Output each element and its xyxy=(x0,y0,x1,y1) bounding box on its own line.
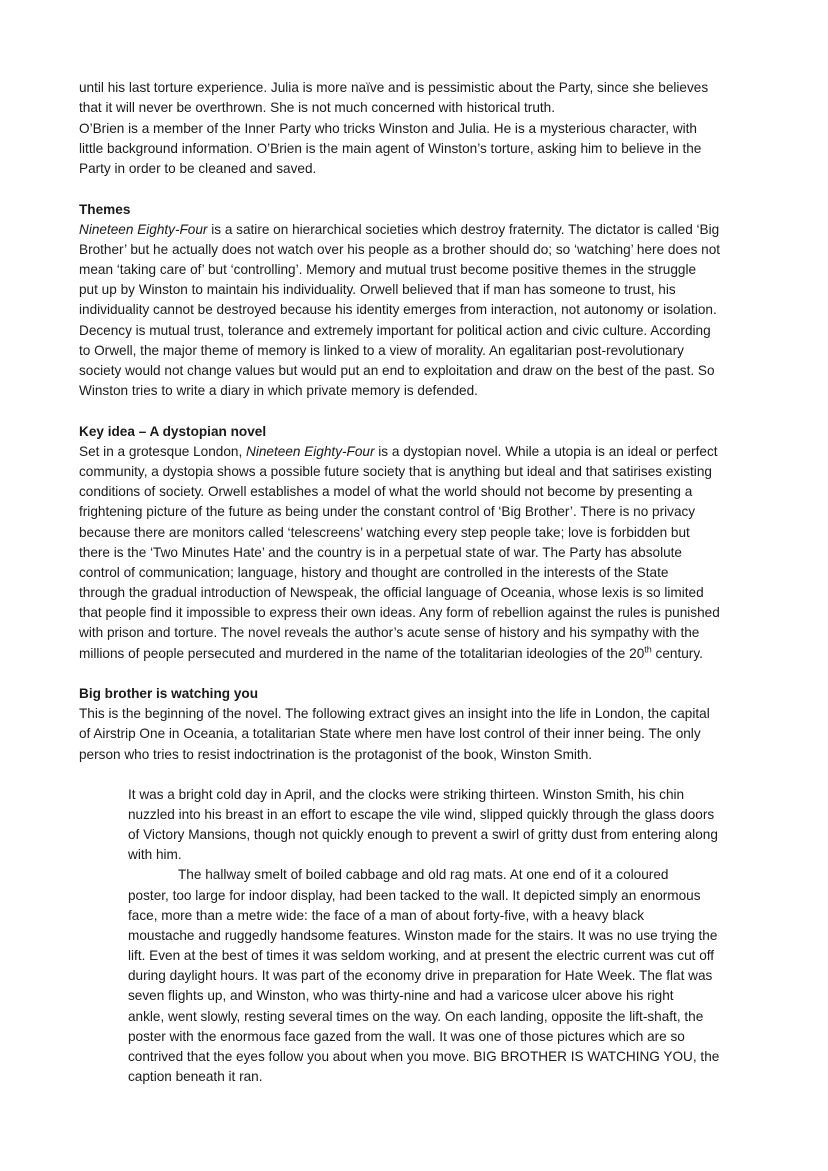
text-line xyxy=(79,644,703,664)
extract-line: face, more than a metre wide: the face of a man of about forty-five, with a heavy black xyxy=(128,908,645,923)
section-heading: Themes xyxy=(79,202,131,217)
extract-line: of Victory Mansions, though not quickly enough to prevent a swirl of gritty dust from entering along xyxy=(128,827,718,842)
text-line: that people find it impossible to express their own ideas. Any form of rebellion against the rules is punished xyxy=(79,605,720,620)
text-line: Winston tries to write a diary in which private memory is defended. xyxy=(79,383,478,398)
extract-line: moustache and ruggedly handsome features. Winston made for the stairs. It was no use trying the xyxy=(128,928,718,943)
text-line: mean ‘taking care of’ but ‘controlling’. Memory and mutual trust become positive themes in the struggle xyxy=(79,262,697,277)
text-line: put up by Winston to maintain his individuality. Orwell believed that if man has someone to trust, his xyxy=(79,282,676,297)
extract-line: poster with the enormous face gazed from the wall. It was one of those pictures which are so xyxy=(128,1029,685,1044)
text-line: little background information. O’Brien is the main agent of Winston’s torture, asking him to believe in the xyxy=(79,141,702,156)
text-line: there is the ‘Two Minutes Hate’ and the country is in a perpetual state of war. The Party has absolute xyxy=(79,545,682,560)
extract-line: with him. xyxy=(128,847,182,862)
book-title: Nineteen Eighty-Four xyxy=(79,222,208,237)
text-line: This is the beginning of the novel. The following extract gives an insight into the life in London, the capital xyxy=(79,706,710,721)
text-line: Brother’ but he actually does not watch over his people as a brother should do; so ‘watching’ here does not xyxy=(79,242,721,257)
text-line: that it will never be overthrown. She is not much concerned with historical truth. xyxy=(79,100,556,115)
text-line: frightening picture of the future as being under the constant control of ‘Big Brother’. There is no privacy xyxy=(79,504,696,519)
text-line: through the gradual introduction of Newspeak, the official language of Oceania, whose lexis is so limited xyxy=(79,585,704,600)
text-line: Party in order to be cleaned and saved. xyxy=(79,161,317,176)
superscript: th xyxy=(644,644,652,655)
book-title: Nineteen Eighty-Four xyxy=(246,444,375,459)
text-span: millions of people persecuted and murdered in the name of the totalitarian ideologies of the 20 xyxy=(79,646,645,661)
text-line: until his last torture experience. Julia is more naïve and is pessimistic about the Party, since she believes xyxy=(79,80,709,95)
text-line: because there are monitors called ‘telescreens’ watching every step people take; love is forbidden but xyxy=(79,525,690,540)
text-line: with prison and torture. The novel reveals the author’s acute sense of history and his sympathy with the xyxy=(79,625,700,640)
text-span: is a dystopian novel. While a utopia is an ideal or perfect xyxy=(374,444,718,459)
text-line xyxy=(79,220,719,240)
text-span: Set in a grotesque London, xyxy=(79,444,247,459)
section-heading: Big brother is watching you xyxy=(79,686,258,701)
extract-line: nuzzled into his breast in an effort to escape the vile wind, slipped quickly through the glass doors xyxy=(128,807,715,822)
extract-line: poster, too large for indoor display, had been tacked to the wall. It depicted simply an enormous xyxy=(128,888,701,903)
text-line: O’Brien is a member of the Inner Party who tricks Winston and Julia. He is a mysterious character, with xyxy=(79,121,697,136)
extract-line: during daylight hours. It was part of the economy drive in preparation for Hate Week. The flat was xyxy=(128,968,713,983)
extract-line: ankle, went slowly, resting several times on the way. On each landing, opposite the lift-shaft, the xyxy=(128,1009,704,1024)
text-line xyxy=(79,442,718,462)
extract-line: lift. Even at the best of times it was seldom working, and at present the electric current was cut off xyxy=(128,948,715,963)
text-span: is a satire on hierarchical societies which destroy fraternity. The dictator is called ‘Big xyxy=(207,222,720,237)
text-line: control of communication; language, history and thought are controlled in the interests of the State xyxy=(79,565,669,580)
section-heading: Key idea – A dystopian novel xyxy=(79,424,267,439)
text-line: of Airstrip One in Oceania, a totalitarian State where men have lost control of their inner being. The only xyxy=(79,726,701,741)
extract-line: seven flights up, and Winston, who was thirty-nine and had a varicose ulcer above his right xyxy=(128,988,674,1003)
text-line: conditions of society. Orwell establishes a model of what the world should not become by presenting a xyxy=(79,484,693,499)
text-line: to Orwell, the major theme of memory is linked to a view of morality. An egalitarian post-revolutionary xyxy=(79,343,684,358)
text-line: person who tries to resist indoctrination is the protagonist of the book, Winston Smith. xyxy=(79,747,593,762)
extract-line: It was a bright cold day in April, and the clocks were striking thirteen. Winston Smith, his chin xyxy=(128,787,685,802)
extract-line: caption beneath it ran. xyxy=(128,1069,263,1084)
extract-line: contrived that the eyes follow you about when you move. BIG BROTHER IS WATCHING YOU, the xyxy=(128,1049,720,1064)
text-line: individuality cannot be destroyed because his identity emerges from interaction, not autonomy or isolation. xyxy=(79,302,717,317)
extract-line: The hallway smelt of boiled cabbage and old rag mats. At one end of it a coloured xyxy=(178,867,669,882)
text-line: society would not change values but would put an end to exploitation and draw on the best of the past. So xyxy=(79,363,715,378)
text-line: community, a dystopia shows a possible future society that is anything but ideal and that satirises existing xyxy=(79,464,712,479)
text-line: Decency is mutual trust, tolerance and extremely important for political action and civic culture. According xyxy=(79,323,711,338)
text-span: century. xyxy=(651,646,703,661)
